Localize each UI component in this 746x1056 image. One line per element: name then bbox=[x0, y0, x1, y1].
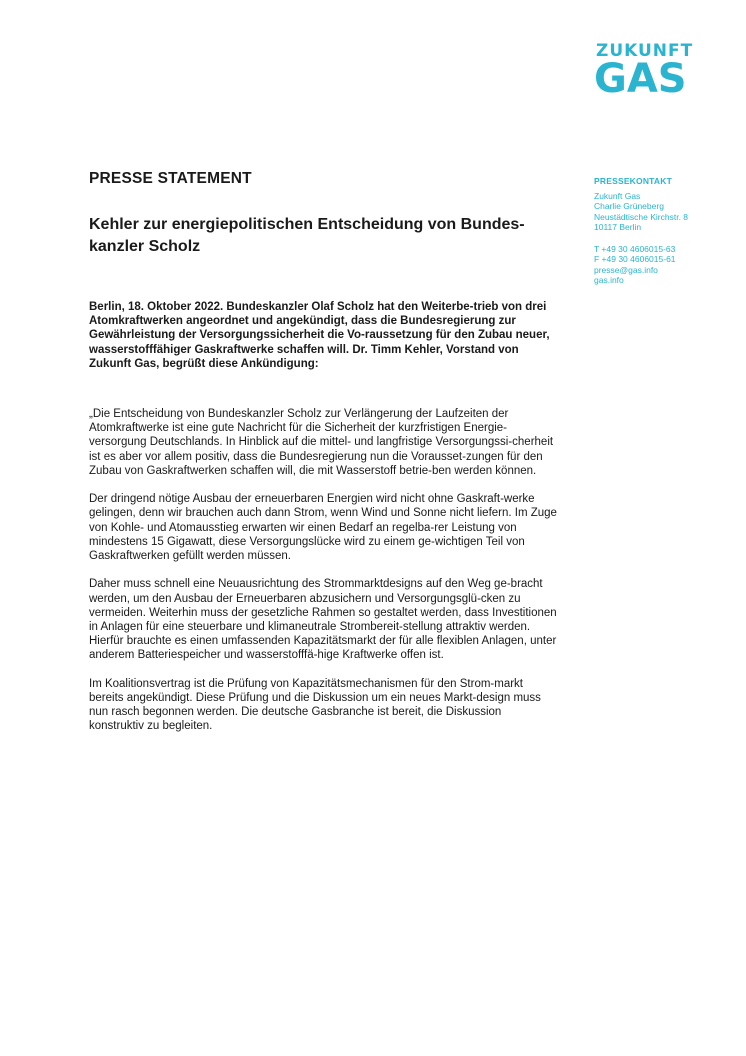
press-contact-heading: PRESSEKONTAKT bbox=[594, 176, 673, 186]
contact-website: gas.info bbox=[594, 275, 624, 286]
headline: Kehler zur energiepolitischen Entscheidung von Bundes-kanzler Scholz bbox=[89, 216, 525, 255]
contact-channels bbox=[594, 244, 734, 286]
contact-city: 10117 Berlin bbox=[594, 222, 642, 233]
body-paragraph: Daher muss schnell eine Neuausrichtung des Strommarktdesigns auf den Weg ge-bracht werden, um den Ausbau der Erneuerbaren abzusichern und Versorgungsglü-cken zu vermeiden. Weiterhin muss der gesetzliche Rahmen so gestaltet werden, dass Investitionen in Anlagen für eine steuerbare und klimaneutrale Strombereit-stellung attraktiv werden. Hierfür brauchte es einen umfassenden Kapazitätsmarkt der für alle flexiblen Anlagen, unter anderem Batteriespeicher und wasserstofffä-hige Kraftwerke offen ist. bbox=[89, 578, 557, 662]
contact-person: Charlie Grüneberg bbox=[594, 201, 664, 212]
contact-fax: F +49 30 4606015-61 bbox=[594, 254, 676, 265]
body-paragraph: Im Koalitionsvertrag ist die Prüfung von Kapazitätsmechanismen für den Strom-markt bereits angekündigt. Diese Prüfung und die Diskussion um ein neues Markt-design muss nun rasch begonnen werden. Die deutsche Gasbranche ist bereit, die Diskussion konstruktiv zu begleiten. bbox=[89, 677, 541, 733]
body-paragraph: „Die Entscheidung von Bundeskanzler Scholz zur Verlängerung der Laufzeiten der Atomkraftwerke ist eine gute Nachricht für die Sicherheit der kurzfristigen Energie-versorgung Deutschlands. In Hinblick auf die mittel- und langfristige Versorgungssi-cherheit ist es aber vor allem positiv, dass die Bundesregierung nun die Vorausset-zungen für den Zubau von Gaskraftwerken schaffen will, die mit Wasserstoff betrie-ben werden können. bbox=[89, 408, 554, 477]
lead-paragraph: Berlin, 18. Oktober 2022. Bundeskanzler Olaf Scholz hat den Weiterbe-trieb von drei Atomkraftwerken angeordnet und angekündigt, dass die Bundesregierung zur Gewährleistung der Versorgungssicherheit die Vo-raussetzung für den Zubau neuer, wasserstofffähiger Gaskraftwerke schaffen will. Dr. Timm Kehler, Vorstand von Zukunft Gas, begrüßt diese Ankündigung: bbox=[89, 301, 550, 370]
contact-street: Neustädtische Kirchstr. 8 bbox=[594, 211, 689, 222]
document-type-heading: PRESSE STATEMENT bbox=[89, 170, 252, 187]
press-contact bbox=[594, 176, 734, 297]
body-paragraph: Der dringend nötige Ausbau der erneuerbaren Energien wird nicht ohne Gaskraft-werke gelingen, denn wir brauchen auch dann Strom, wenn Wind und Sonne nicht liefern. Im Zuge von Kohle- und Atomausstieg erwarten wir einen Bedarf an regelba-rer Leistung von mindestens 15 Gigawatt, diese Versorgungslücke wird zu einem ge-wichtigen Teil von Gaskraftwerken gefüllt werden müssen. bbox=[89, 493, 557, 563]
logo-text-top: ZUKUNFT bbox=[596, 41, 694, 61]
statement-body bbox=[89, 407, 559, 748]
logo-text-bottom: GAS bbox=[594, 56, 687, 102]
contact-email: presse@gas.info bbox=[594, 264, 658, 275]
contact-address bbox=[594, 191, 734, 233]
contact-phone: T +49 30 4606015-63 bbox=[594, 243, 676, 254]
zukunft-gas-logo bbox=[594, 41, 694, 102]
contact-organization: Zukunft Gas bbox=[594, 190, 641, 201]
